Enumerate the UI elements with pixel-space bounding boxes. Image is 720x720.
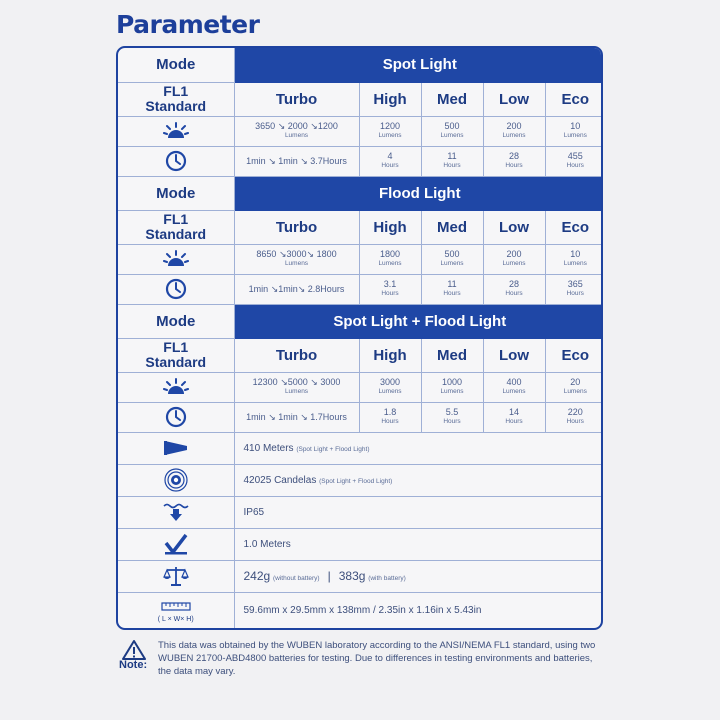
level-eco: Eco — [545, 210, 603, 244]
turbo-runtime: 1min ↘ 1min ↘ 1.7Hours — [234, 402, 359, 432]
level-high: High — [359, 338, 421, 372]
level-high: High — [359, 82, 421, 116]
note-section — [119, 639, 605, 689]
section-banner-spot-flood: Spot Light + Flood Light — [234, 304, 603, 338]
runtime-med: 5.5 Hours — [421, 402, 483, 432]
weight-value: 242g (without battery) | 383g (with battery) — [234, 560, 603, 592]
level-low: Low — [483, 82, 545, 116]
standard-label: FL1 Standard — [118, 210, 234, 244]
clock-icon — [118, 402, 234, 432]
note-text: This data was obtained by the WUBEN laboratory according to the ANSI/NEMA FL1 standard, using two WUBEN 21700-ABD4800 batteries for testing. Due to differences in testing environments and batteries, the data may vary. — [158, 640, 596, 677]
weight-scale-icon — [118, 560, 234, 592]
level-low: Low — [483, 210, 545, 244]
runtime-med: 11 Hours — [421, 146, 483, 176]
clock-icon — [118, 146, 234, 176]
ruler-icon — [118, 592, 234, 628]
level-med: Med — [421, 82, 483, 116]
level-eco: Eco — [545, 82, 603, 116]
runtime-low: 14 Hours — [483, 402, 545, 432]
page-title: Parameter — [116, 10, 260, 39]
lumens-low: 200 Lumens — [483, 244, 545, 274]
beam-distance-value: 410 Meters (Spot Light + Flood Light) — [234, 432, 603, 464]
parameter-table — [116, 46, 603, 630]
runtime-high: 3.1 Hours — [359, 274, 421, 304]
level-med: Med — [421, 210, 483, 244]
standard-label: FL1 Standard — [118, 338, 234, 372]
waterproof-value: IP65 — [234, 496, 603, 528]
waterproof-icon — [118, 496, 234, 528]
lumens-eco: 10 Lumens — [545, 244, 603, 274]
mode-label: Mode — [118, 176, 234, 210]
level-turbo: Turbo — [234, 82, 359, 116]
turbo-lumens: 8650 ↘3000↘ 1800 Lumens — [234, 244, 359, 274]
lumens-high: 1200 Lumens — [359, 116, 421, 146]
runtime-eco: 220 Hours — [545, 402, 603, 432]
level-high: High — [359, 210, 421, 244]
beam-distance-icon — [118, 432, 234, 464]
runtime-high: 4 Hours — [359, 146, 421, 176]
lumens-med: 500 Lumens — [421, 116, 483, 146]
brightness-icon — [118, 372, 234, 402]
lumens-low: 200 Lumens — [483, 116, 545, 146]
runtime-med: 11 Hours — [421, 274, 483, 304]
impact-value: 1.0 Meters — [234, 528, 603, 560]
level-med: Med — [421, 338, 483, 372]
lumens-med: 500 Lumens — [421, 244, 483, 274]
brightness-icon — [118, 116, 234, 146]
turbo-lumens: 3650 ↘ 2000 ↘1200 Lumens — [234, 116, 359, 146]
level-low: Low — [483, 338, 545, 372]
lumens-eco: 20 Lumens — [545, 372, 603, 402]
runtime-eco: 365 Hours — [545, 274, 603, 304]
runtime-low: 28 Hours — [483, 274, 545, 304]
brightness-icon — [118, 244, 234, 274]
dimension-label: ( L × W× H) — [157, 616, 194, 624]
section-banner-flood: Flood Light — [234, 176, 603, 210]
intensity-value: 42025 Candelas (Spot Light + Flood Light) — [234, 464, 603, 496]
note-label: Note: — [119, 659, 148, 671]
impact-icon — [118, 528, 234, 560]
section-banner-spot: Spot Light — [234, 48, 603, 82]
runtime-low: 28 Hours — [483, 146, 545, 176]
lumens-high: 1800 Lumens — [359, 244, 421, 274]
level-turbo: Turbo — [234, 338, 359, 372]
intensity-icon — [118, 464, 234, 496]
lumens-low: 400 Lumens — [483, 372, 545, 402]
mode-label: Mode — [118, 48, 234, 82]
level-eco: Eco — [545, 338, 603, 372]
mode-label: Mode — [118, 304, 234, 338]
turbo-runtime: 1min ↘1min↘ 2.8Hours — [234, 274, 359, 304]
turbo-runtime: 1min ↘ 1min ↘ 3.7Hours — [234, 146, 359, 176]
standard-label: FL1 Standard — [118, 82, 234, 116]
size-value: 59.6mm x 29.5mm x 138mm / 2.35in x 1.16in x 5.43in — [234, 592, 603, 628]
clock-icon — [118, 274, 234, 304]
lumens-med: 1000 Lumens — [421, 372, 483, 402]
turbo-lumens: 12300 ↘5000 ↘ 3000 Lumens — [234, 372, 359, 402]
lumens-eco: 10 Lumens — [545, 116, 603, 146]
runtime-eco: 455 Hours — [545, 146, 603, 176]
lumens-high: 3000 Lumens — [359, 372, 421, 402]
level-turbo: Turbo — [234, 210, 359, 244]
runtime-high: 1.8 Hours — [359, 402, 421, 432]
